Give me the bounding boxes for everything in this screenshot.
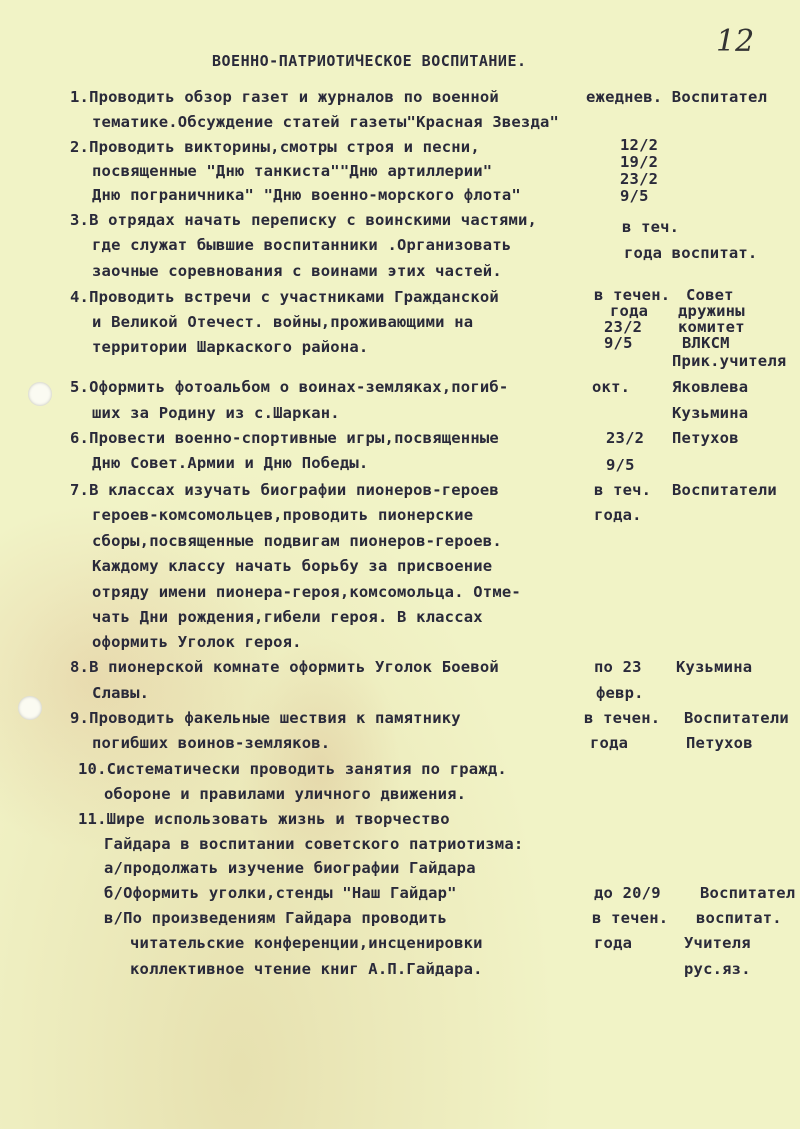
page-number: 12: [716, 24, 755, 59]
typed-line: окт.: [592, 378, 631, 396]
typed-line: тематике.Обсуждение статей газеты"Красная Звезда": [92, 113, 560, 131]
typed-line: в теч.: [622, 218, 680, 236]
typed-line: февр.: [596, 684, 644, 702]
typed-line: 8.В пионерской комнате оформить Уголок Боевой: [70, 658, 499, 676]
typed-line: 10.Систематически проводить занятия по гражд.: [78, 760, 507, 778]
typed-line: года воспитат.: [624, 244, 758, 262]
typed-line: Гайдара в воспитании советского патриотизма:: [104, 835, 524, 853]
typed-line: 9.Проводить факельные шествия к памятнику: [70, 709, 461, 727]
typed-line: а/продолжать изучение биографии Гайдара: [104, 859, 476, 877]
typed-line: где служат бывшие воспитанники .Организовать: [92, 236, 512, 254]
punch-hole: [28, 382, 52, 406]
typed-line: 12/2: [620, 136, 659, 154]
typed-line: дружины: [678, 302, 745, 320]
typed-line: года: [594, 934, 633, 952]
typed-line: Петухов: [686, 734, 753, 752]
typed-line: отряду имени пионера-героя,комсомольца. Отме-: [92, 583, 521, 601]
typed-line: Воспитатели: [684, 709, 789, 727]
typed-line: в течен.: [584, 709, 661, 727]
typed-line: коллективное чтение книг А.П.Гайдара.: [130, 960, 483, 978]
typed-line: 9/5: [620, 187, 649, 205]
typed-line: до 20/9: [594, 884, 661, 902]
typed-line: Славы.: [92, 684, 150, 702]
typed-line: заочные соревнования с воинами этих частей.: [92, 262, 502, 280]
typed-line: сборы,посвященные подвигам пионеров-героев.: [92, 532, 502, 550]
typed-line: Прик.учителя: [672, 352, 787, 370]
typed-line: в течен.: [594, 286, 671, 304]
typed-line: Воспитател: [700, 884, 796, 902]
typed-line: Каждому классу начать борьбу за присвоение: [92, 557, 493, 575]
typed-line: ежеднев. Воспитател: [586, 88, 768, 106]
typed-line: чать Дни рождения,гибели героя. В классах: [92, 608, 483, 626]
typed-line: 19/2: [620, 153, 659, 171]
typed-line: Учителя: [684, 934, 751, 952]
typed-line: погибших воинов-земляков.: [92, 734, 331, 752]
typed-line: рус.яз.: [684, 960, 751, 978]
typed-line: читательские конференции,инсценировки: [130, 934, 483, 952]
typed-line: 23/2: [604, 318, 643, 336]
typed-line: 7.В классах изучать биографии пионеров-героев: [70, 481, 499, 499]
typed-line: 2.Проводить викторины,смотры строя и песни,: [70, 138, 480, 156]
typed-line: 4.Проводить встречи с участниками Гражданской: [70, 288, 499, 306]
typed-line: Дню Совет.Армии и Дню Победы.: [92, 454, 369, 472]
typed-line: оформить Уголок героя.: [92, 633, 302, 651]
typed-line: года: [590, 734, 629, 752]
typed-line: 23/2: [620, 170, 659, 188]
typed-line: Совет: [686, 286, 734, 304]
typed-line: 9/5: [604, 334, 633, 352]
typed-line: Яковлева: [672, 378, 749, 396]
typed-line: Кузьмина: [672, 404, 749, 422]
typed-line: 5.Оформить фотоальбом о воинах-земляках,погиб-: [70, 378, 509, 396]
typed-line: 9/5: [606, 456, 635, 474]
document-title: ВОЕННО-ПАТРИОТИЧЕСКОЕ ВОСПИТАНИЕ.: [212, 52, 527, 70]
typed-line: по 23: [594, 658, 642, 676]
typed-line: 1.Проводить обзор газет и журналов по военной: [70, 88, 499, 106]
typed-line: героев-комсомольцев,проводить пионерские: [92, 506, 474, 524]
punch-hole: [18, 696, 42, 720]
typed-line: года.: [594, 506, 642, 524]
typed-line: Воспитатели: [672, 481, 777, 499]
typed-line: комитет: [678, 318, 745, 336]
typed-line: обороне и правилами уличного движения.: [104, 785, 467, 803]
typed-line: б/Оформить уголки,стенды "Наш Гайдар": [104, 884, 457, 902]
typed-line: ВЛКСМ: [682, 334, 730, 352]
typed-line: 6.Провести военно-спортивные игры,посвященные: [70, 429, 499, 447]
typed-line: 11.Шире использовать жизнь и творчество: [78, 810, 450, 828]
typed-line: ших за Родину из с.Шаркан.: [92, 404, 340, 422]
typed-line: в течен.: [592, 909, 669, 927]
typed-line: Петухов: [672, 429, 739, 447]
typed-line: 23/2: [606, 429, 645, 447]
typed-line: в/По произведениям Гайдара проводить: [104, 909, 448, 927]
typed-line: воспитат.: [696, 909, 782, 927]
typed-line: года: [610, 302, 649, 320]
typed-line: посвященные "Дню танкиста""Дню артиллерии": [92, 162, 493, 180]
typed-line: Дню пограничника" "Дню военно-морского флота": [92, 186, 521, 204]
typed-line: Кузьмина: [676, 658, 753, 676]
typed-line: и Великой Отечест. войны,проживающими на: [92, 313, 474, 331]
typed-line: территории Шаркаского района.: [92, 338, 369, 356]
typed-line: в теч.: [594, 481, 652, 499]
typed-line: 3.В отрядах начать переписку с воинскими частями,: [70, 211, 538, 229]
